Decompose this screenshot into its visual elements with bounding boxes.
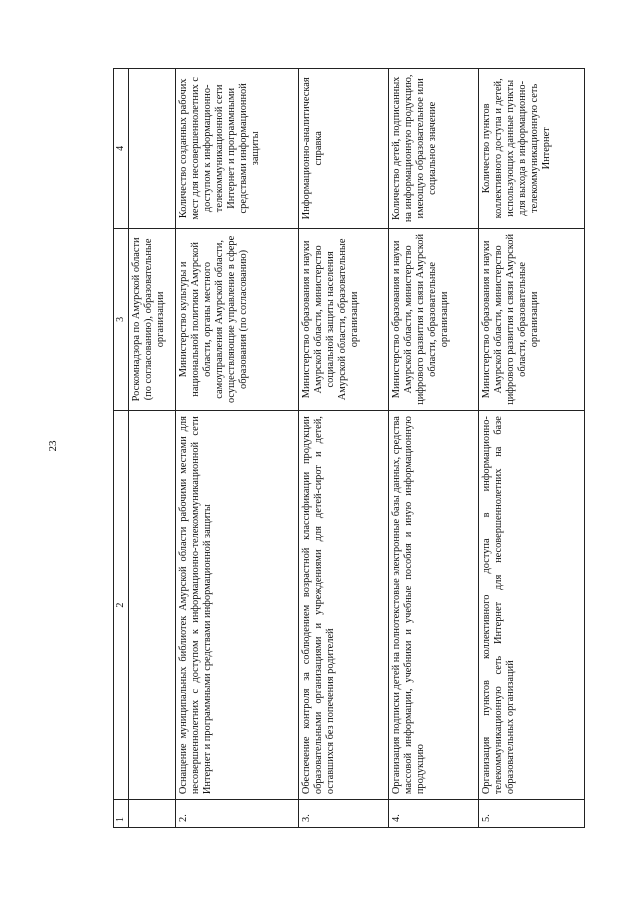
table-row <box>298 69 388 828</box>
row-executors: Министерство образования и науки Амурской области, министерство социальной защиты населения Амурской области, образовательные организации <box>298 228 388 410</box>
row-indicator: Количество созданных рабочих мест для несовершеннолетних с доступом к информационно-телекоммуникационной сети Интернет и программными средствами информационной защиты <box>176 69 299 229</box>
row-number: 5. <box>478 800 584 828</box>
measures-table <box>113 68 585 828</box>
row-executors: Министерство образования и науки Амурской области, министерство цифрового развития и связи Амурской области, образовательные организации <box>478 228 584 410</box>
row-indicator: Количество детей, подписанных на информационную продукцию, имеющую образовательное или социальное значение <box>388 69 478 229</box>
rotated-table-wrapper <box>113 68 585 828</box>
column-number-1: 1 <box>114 800 129 828</box>
row-task: Обеспечение контроля за соблюдением возрастной классификации продукции образовательными организациями и учреждениями для детей-сирот и детей, оставшихся без попечения родителей <box>298 411 388 800</box>
row-number: 3. <box>298 800 388 828</box>
table-row <box>478 69 584 828</box>
table-row <box>388 69 478 828</box>
row-indicator: Количество пунктов коллективного доступа и детей, использующих данные пункты для выхода в информационно-телекоммуникационную сеть Интернет <box>478 69 584 229</box>
continuation-indicator-cell <box>129 69 176 229</box>
column-number-4: 4 <box>114 69 129 229</box>
continuation-num-cell <box>129 800 176 828</box>
row-number: 2. <box>176 800 299 828</box>
table-row <box>176 69 299 828</box>
row-task: Организация пунктов коллективного доступа в информационно-телекоммуникационную сеть Интернет для несовершеннолетних на базе образовательных организаций <box>478 411 584 800</box>
row-executors: Министерство культуры и национальной политики Амурской области, органы местного самоуправления Амурской области, осуществляющие управление в сфере образования (по согласованию) <box>176 228 299 410</box>
column-number-3: 3 <box>114 228 129 410</box>
column-number-row <box>114 69 129 828</box>
row-number: 4. <box>388 800 478 828</box>
row-indicator: Информационно-аналитическая справка <box>298 69 388 229</box>
continuation-task-cell <box>129 411 176 800</box>
row-task: Организация подписки детей на полнотекстовые электронные базы данных, средства массовой информации, учебники и учебные пособия и иную информационную продукцию <box>388 411 478 800</box>
row-executors: Министерство образования и науки Амурской области, министерство цифрового развития и связи Амурской области, образовательные организации <box>388 228 478 410</box>
row-task: Оснащение муниципальных библиотек Амурской области рабочими местами для несовершеннолетних с доступом к информационно-телекоммуникационной сети Интернет и программными средствами информационной защиты <box>176 411 299 800</box>
continuation-row <box>129 69 176 828</box>
continuation-executors-cell: Роскомнадзора по Амурской области (по согласованию), образовательные организации <box>129 228 176 410</box>
page-number: 23 <box>47 440 59 452</box>
column-number-2: 2 <box>114 411 129 800</box>
